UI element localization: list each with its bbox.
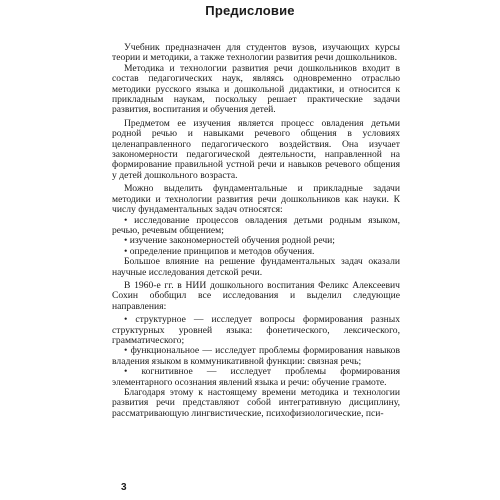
paragraph-subject: Предметом ее изучения является процесс овладения детьми родной речью и навыками речевого общения в условиях целенаправленного педагогического воздействия. Она изучает закономерности педагогической деятельности, направленной на формирование правильной устной речи и навыков речевого общения у детей дошкольного возраста.	[112, 117, 400, 181]
paragraph-methodology: Методика и технологии развития речи дошкольников входит в состав педагогических наук, являясь одновременно отраслью методики русского языка и дошкольной дидактики, и относится к прикладным наукам, поскольку решает практические задачи развития, воспитания и обучения детей.	[112, 62, 400, 116]
page-title: Предисловие	[205, 3, 295, 18]
paragraph-sokhin: В 1960-е гг. в НИИ дошкольного воспитания Феликс Алексеевич Сохин обобщил все исследования и выделил следующие направления:	[112, 279, 400, 312]
list-item-task-3: • определение принципов и методов обучения.	[124, 245, 315, 257]
body-text	[112, 43, 400, 419]
list-item-task-2: • изучение закономерностей обучения родной речи;	[124, 235, 335, 247]
paragraph-intro: Учебник предназначен для студентов вузов, изучающих курсы теории и методики, а также технологии развития речи дошкольников.	[112, 42, 400, 64]
page-number: 3	[121, 482, 127, 493]
paragraph-conclusion: Благодаря этому к настоящему времени методика и технологии развития речи представляют собой интегративную дисциплину, рассматривающую лингвистические, психофизиологические, пси-	[112, 387, 400, 419]
list-item-direction-1: • структурное — исследует вопросы формирования разных структурных уровней языка: фонетического, лексического, грамматического;	[112, 314, 400, 346]
list-item-task-1: • исследование процессов овладения детьми родным языком, речью, речевым общением;	[112, 214, 400, 236]
paragraph-research: Большое влияние на решение фундаментальных задач оказали научные исследования детской речи.	[112, 256, 400, 278]
list-item-direction-2: • функциональное — исследует проблемы формирования навыков владения языком в коммуникативной функции: связная речь;	[112, 345, 400, 367]
paragraph-tasks: Можно выделить фундаментальные и прикладные задачи методики и технологии развития речи дошкольников как науки. К числу фундаментальных задач относятся:	[112, 183, 400, 216]
list-item-direction-3: • когнитивное — исследует проблемы формирования элементарного осознания явлений языка и речи: обучение грамоте.	[112, 366, 400, 388]
